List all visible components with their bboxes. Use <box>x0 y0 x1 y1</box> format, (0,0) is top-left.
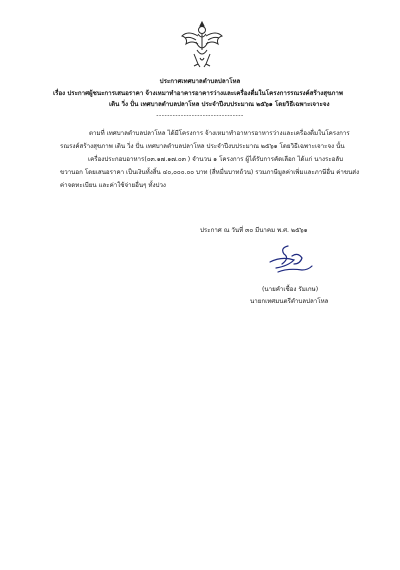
body-line-4: ขวานอก โดยเสนอราคา เป็นเงินทั้งสิ้น ๔๐,๐๐๐.๐๐ บาท (สี่หมื่นบาทถ้วน) รวมภาษีมูลค่าเพิ่มและภาษีอื่น ค่าขนส่ง <box>60 169 360 176</box>
subject-line-2: เดิน วิ่ง ปั่น เทศบาลตำบลปลาโหล ประจำปีงบประมาณ ๒๕๖๑ โดยวิธีเฉพาะเจาะจง <box>109 101 330 108</box>
signer-name: (นายคำเชื้อง รัมเกษ) <box>262 286 319 293</box>
body-line-3: เครื่องประกอบอาหาร(๐๓.๑๗.๑๗.๐๓ ) จำนวน ๑ โครงการ ผู้ได้รับการคัดเลือก ได้แก่ นางระอลับ <box>88 156 344 163</box>
body-line-1: ตามที่ เทศบาลตำบลปลาโหล ได้มีโครงการ จ้างเหมาทำอาหารอาหารว่างและเครื่องดื่มในโครงการ <box>89 130 350 137</box>
body-line-2: รณรงค์สร้างสุขภาพ เดิน วิ่ง ปั่น เทศบาลตำบลปลาโหล ประจำปีงบประมาณ ๒๕๖๑ โดยวิธีเฉพาะเจาะจง นั้น <box>60 143 345 150</box>
announcement-date: ประกาศ ณ วันที่ ๓๐ มีนาคม พ.ศ. ๒๕๖๑ <box>200 227 308 234</box>
divider: -------------------------------- <box>156 112 244 119</box>
signer-position: นายกเทศมนตรีตำบลปลาโหล <box>250 298 329 305</box>
body-line-5: ค่าจดทะเบียน และค่าใช้จ่ายอื่นๆ ทั้งปวง <box>60 182 166 189</box>
subject-line-1: เรื่อง ประกาศผู้ชนะการเสนอราคา จ้างเหมาทำอาคารอาคารว่างและเครื่องดื่มในโครงการรณรงค์สร้างสุขภาพ <box>53 90 343 97</box>
announcement-title: ประกาศเทศบาลตำบลปลาโหล <box>159 78 241 85</box>
signature-icon <box>258 242 318 282</box>
garuda-emblem-icon <box>180 20 224 68</box>
